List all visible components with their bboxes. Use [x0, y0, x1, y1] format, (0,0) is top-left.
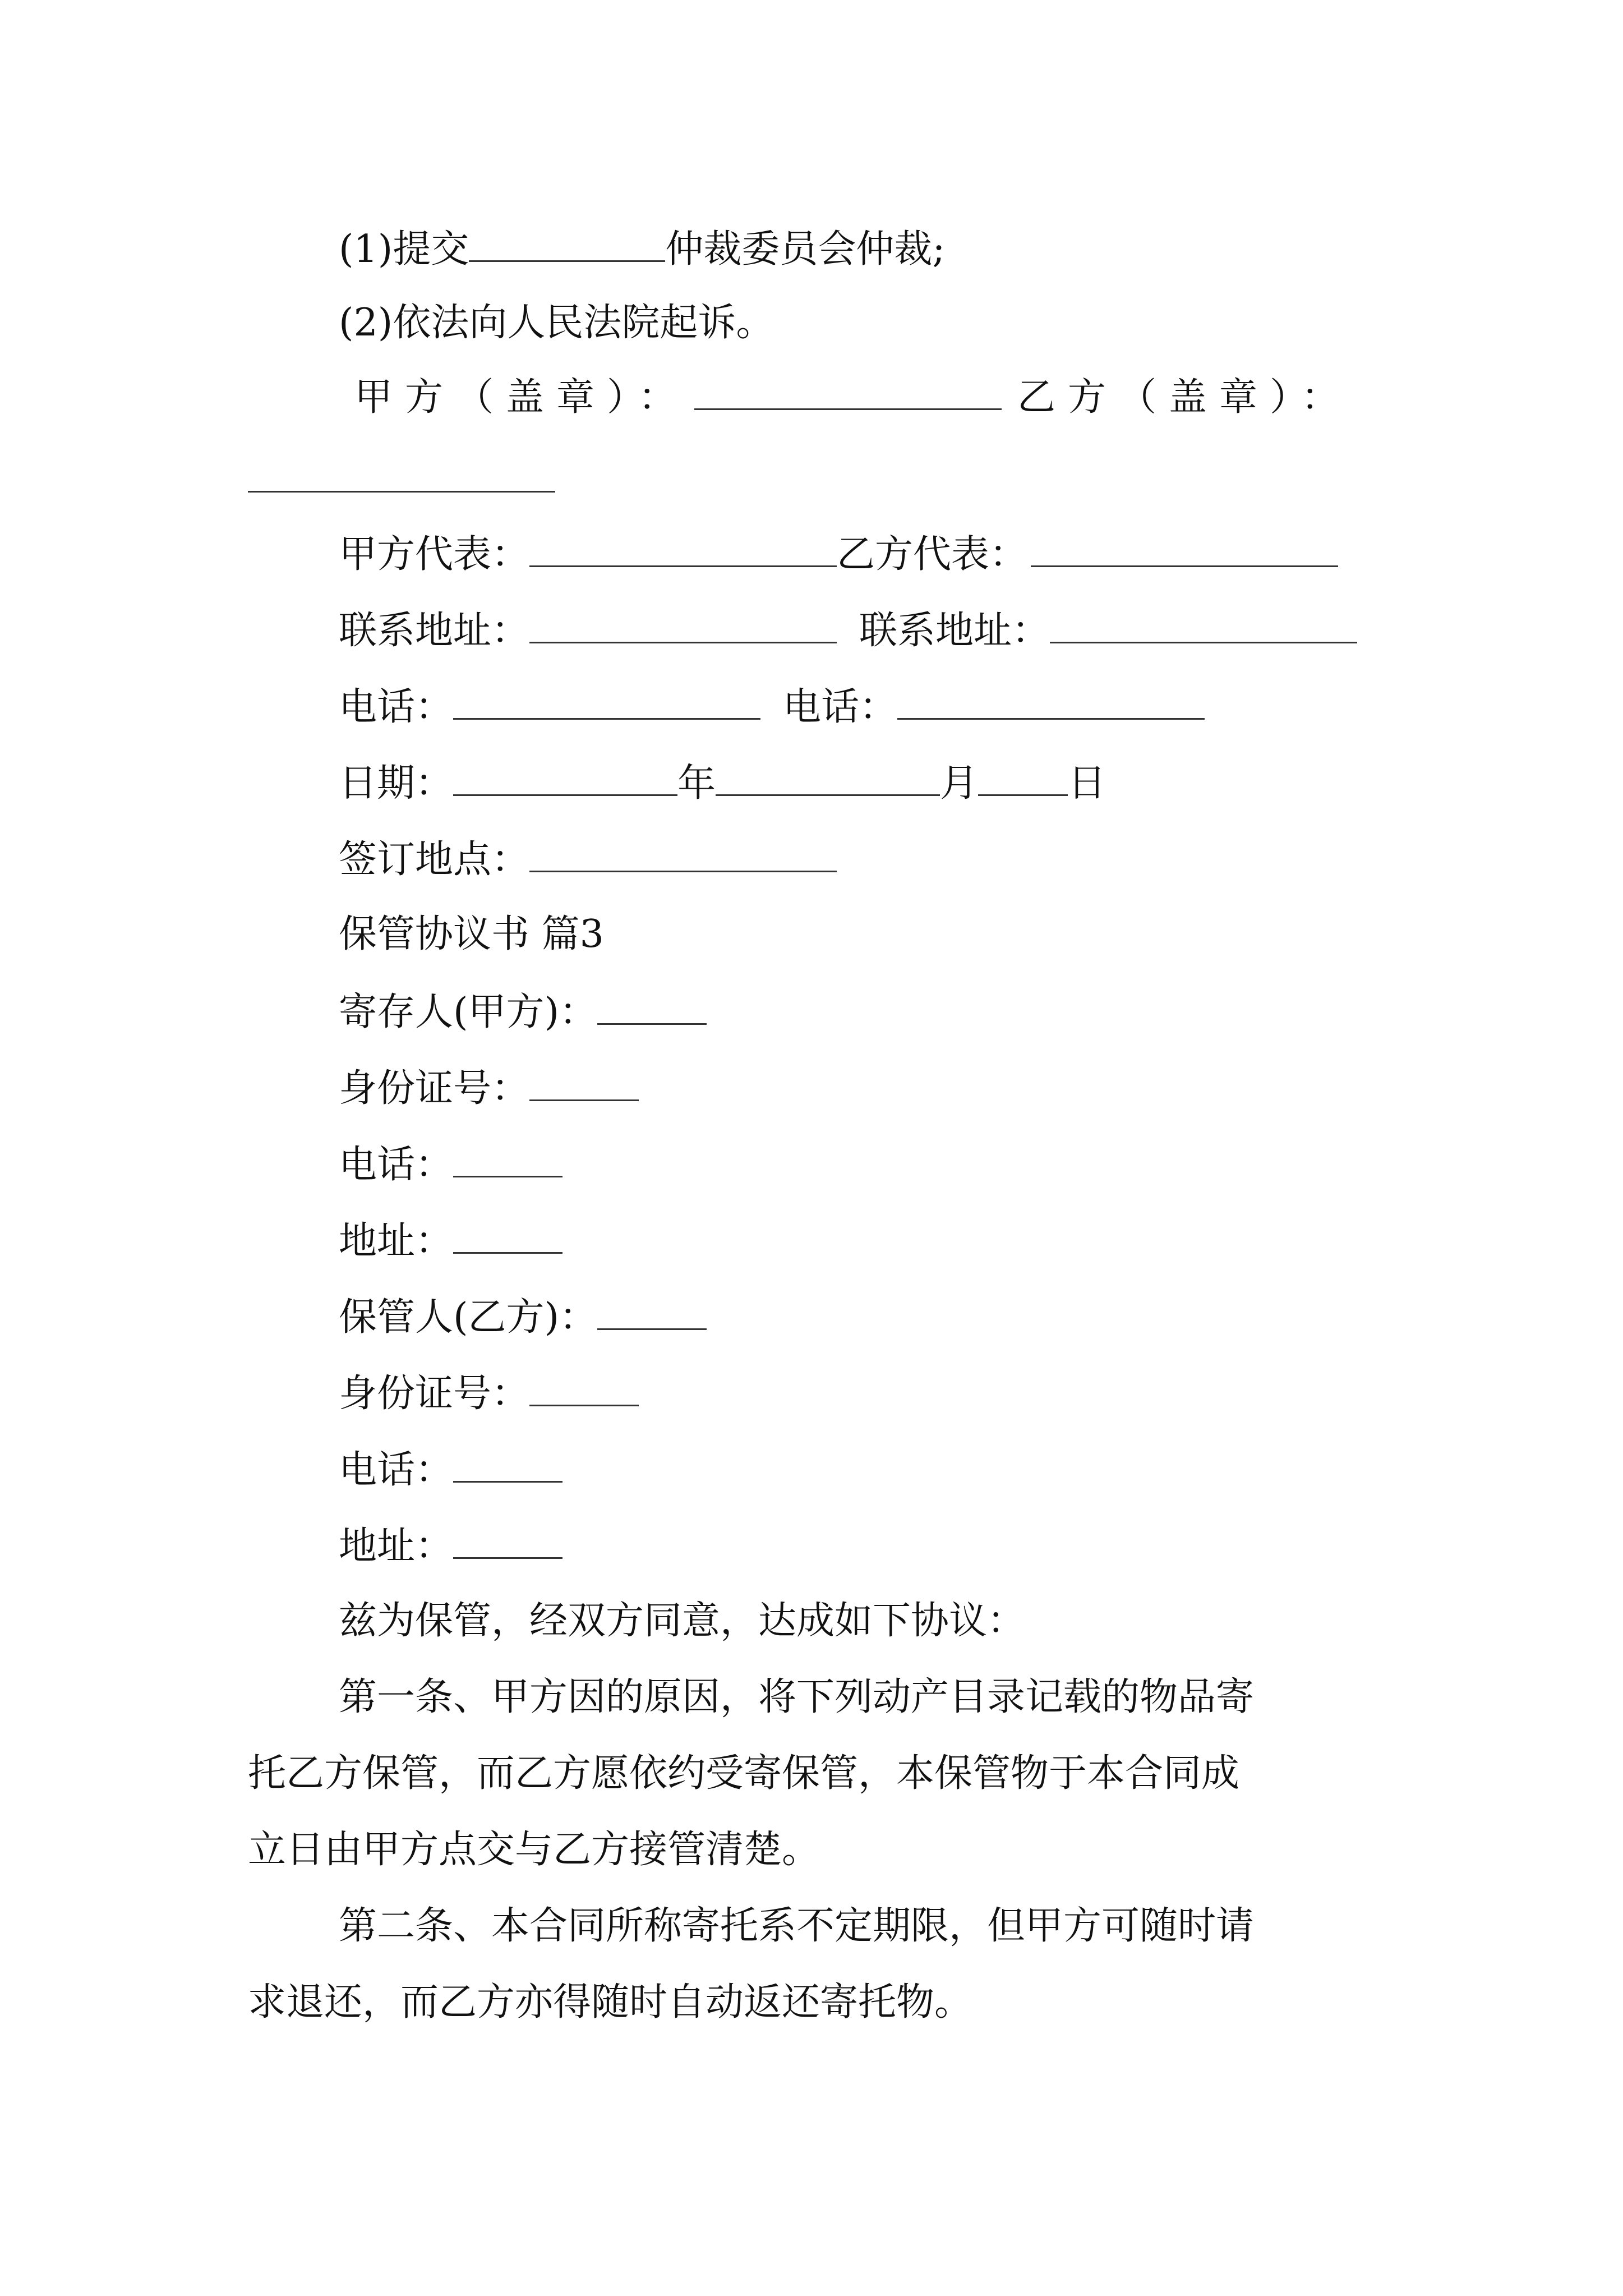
party-a-seal-label: 甲方（盖章）： [354, 375, 689, 420]
phone-line [339, 683, 1205, 728]
arbitration-item-1-prefix: (1)提交 [339, 227, 469, 272]
arbitration-item-1 [339, 226, 945, 270]
party-b-seal-blank[interactable] [248, 491, 555, 493]
phone-a-label: 电话： [339, 685, 454, 729]
depositor-phone-line [339, 1141, 562, 1186]
agreement-intro: 兹为保管，经双方同意，达成如下协议： [339, 1599, 1026, 1643]
custodian-id-line [339, 1370, 639, 1415]
party-b-seal-label: 乙方（盖章）： [1017, 375, 1352, 420]
depositor-blank[interactable] [597, 988, 707, 1025]
article-1-line-2: 托乙方保管，而乙方愿依约受寄保管，本保管物于本合同成 [248, 1751, 1240, 1796]
arbitration-item-1-suffix: 仲裁委员会仲裁; [665, 227, 946, 272]
seal-line [354, 374, 1352, 418]
party-a-rep-label: 甲方代表： [339, 532, 530, 577]
custodian-address-line [339, 1522, 562, 1567]
phone-a-blank[interactable] [453, 683, 760, 720]
custodian-label: 保管人(乙方)： [339, 1295, 598, 1340]
month-blank[interactable] [716, 760, 940, 796]
arbitration-commission-blank[interactable] [469, 226, 665, 262]
custodian-blank[interactable] [597, 1294, 707, 1330]
depositor-label: 寄存人(甲方)： [339, 990, 598, 1034]
depositor-phone-label: 电话： [339, 1143, 454, 1187]
party-b-rep-blank[interactable] [1031, 531, 1338, 567]
party-a-rep-blank[interactable] [529, 531, 837, 567]
address-b-blank[interactable] [1050, 607, 1357, 643]
depositor-address-blank[interactable] [453, 1217, 562, 1254]
date-label: 日期： [339, 761, 454, 806]
depositor-id-label: 身份证号： [339, 1066, 530, 1111]
day-label: 日 [1068, 761, 1106, 806]
article-1-line-1: 第一条、甲方因的原因，将下列动产目录记载的物品寄 [339, 1675, 1255, 1719]
depositor-address-line [339, 1217, 562, 1262]
custodian-id-blank[interactable] [529, 1370, 639, 1406]
year-label: 年 [677, 761, 716, 806]
year-blank[interactable] [453, 760, 677, 796]
place-blank[interactable] [529, 836, 837, 872]
phone-b-blank[interactable] [897, 683, 1205, 720]
place-line [339, 836, 837, 881]
article-2-line-1: 第二条、本合同所称寄托系不定期限，但甲方可随时请 [339, 1904, 1255, 1948]
depositor-phone-blank[interactable] [453, 1141, 562, 1177]
custodian-phone-label: 电话： [339, 1448, 454, 1492]
custodian-address-blank[interactable] [453, 1522, 562, 1559]
address-a-blank[interactable] [529, 607, 837, 643]
phone-b-label: 电话： [783, 685, 898, 729]
depositor-id-line [339, 1065, 639, 1110]
article-1-line-3: 立日由甲方点交与乙方接管清楚。 [248, 1828, 820, 1872]
party-b-rep-label: 乙方代表： [837, 532, 1028, 577]
representative-line [339, 531, 1338, 576]
section-title: 保管协议书 篇3 [339, 912, 604, 956]
depositor-line [339, 988, 707, 1033]
depositor-id-blank[interactable] [529, 1065, 639, 1101]
custodian-id-label: 身份证号： [339, 1372, 530, 1416]
date-line [339, 760, 1106, 804]
custodian-address-label: 地址： [339, 1524, 454, 1568]
day-blank[interactable] [978, 760, 1068, 796]
address-b-label: 联系地址： [859, 609, 1050, 653]
arbitration-item-2: (2)依法向人民法院起诉。 [339, 301, 774, 345]
custodian-phone-blank[interactable] [453, 1446, 562, 1483]
custodian-phone-line [339, 1446, 562, 1491]
place-label: 签订地点： [339, 838, 530, 882]
party-a-seal-blank[interactable] [694, 374, 1002, 410]
address-a-label: 联系地址： [339, 609, 530, 653]
article-2-line-2: 求退还，而乙方亦得随时自动返还寄托物。 [248, 1980, 973, 2024]
depositor-address-label: 地址： [339, 1219, 454, 1263]
month-label: 月 [940, 761, 979, 806]
custodian-line [339, 1294, 707, 1338]
address-line [339, 607, 1357, 652]
